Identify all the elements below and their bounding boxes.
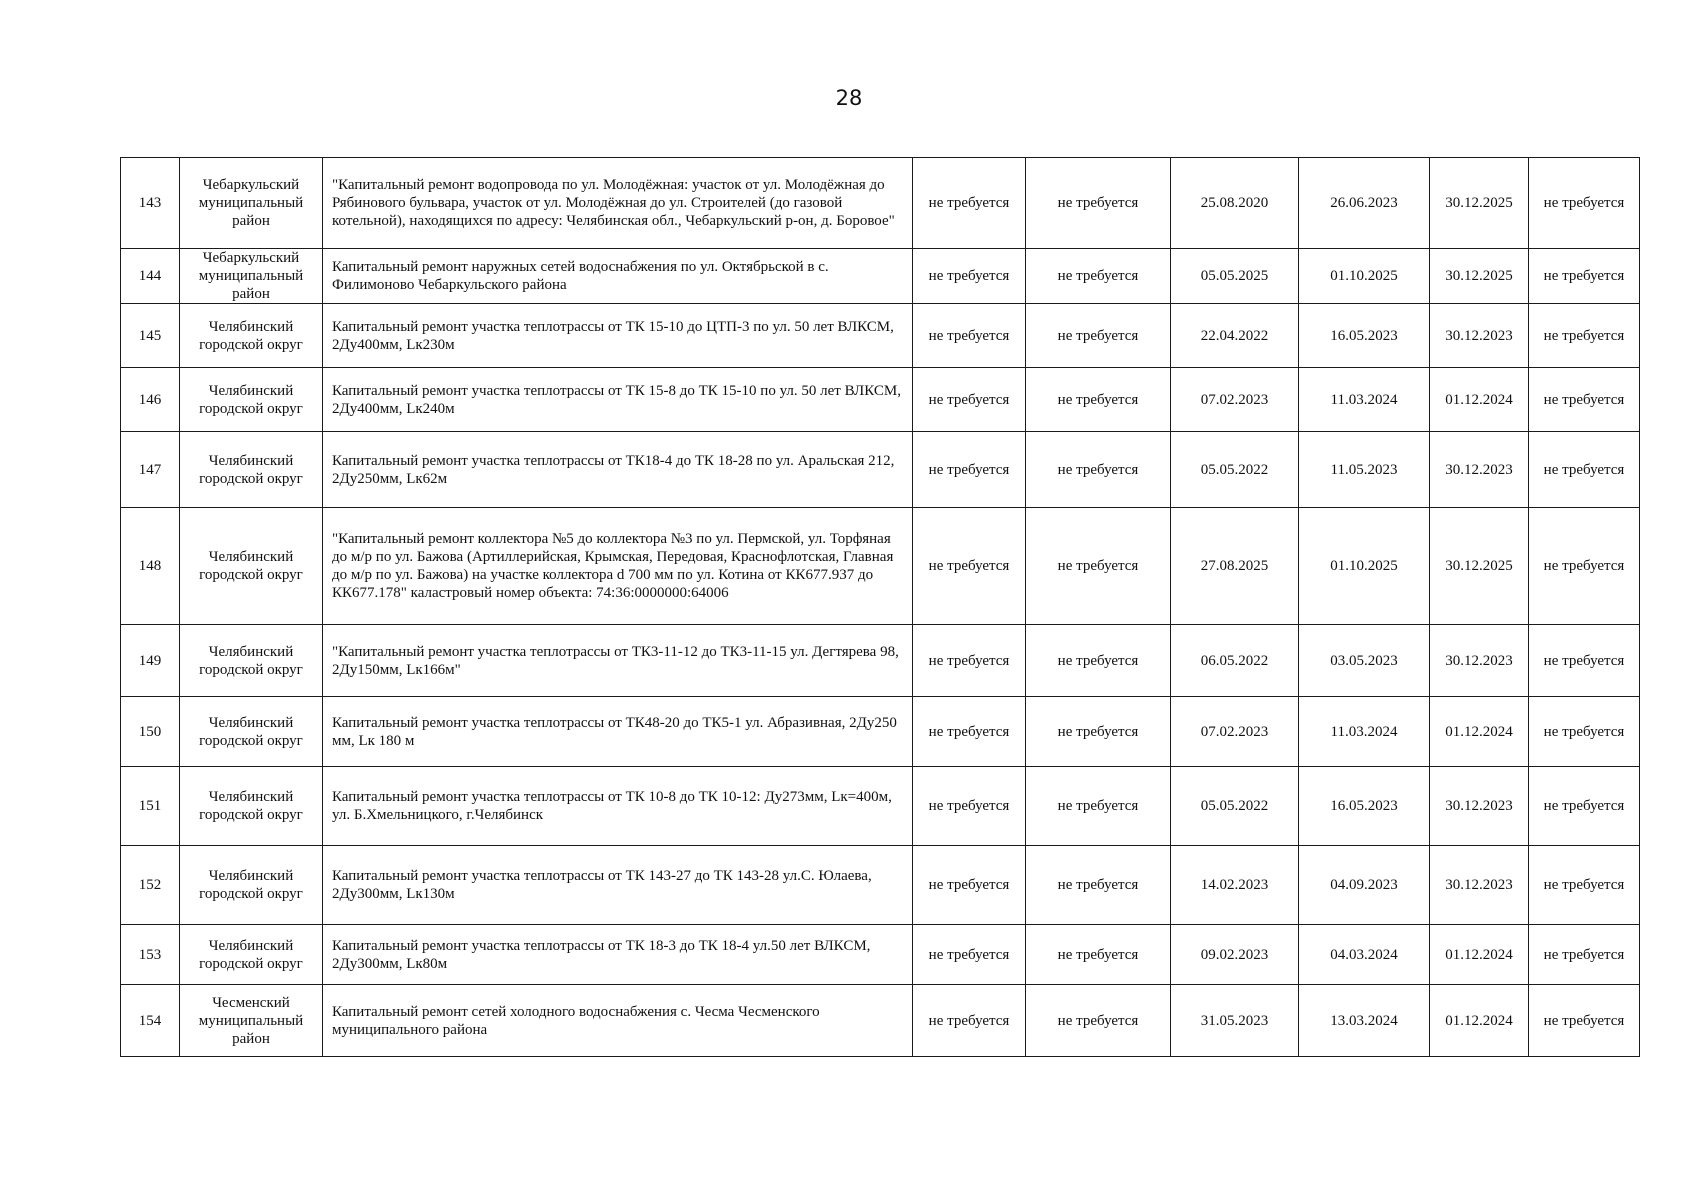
date-cell-3: 01.12.2024	[1430, 925, 1529, 985]
requirement-cell-c: не требуется	[1529, 432, 1640, 508]
requirement-cell-c: не требуется	[1529, 508, 1640, 625]
object-description-cell: Капитальный ремонт участка теплотрассы от ТК 18-3 до ТК 18-4 ул.50 лет ВЛКСМ, 2Ду300мм, Lк80м	[323, 925, 913, 985]
requirement-cell-b: не требуется	[1026, 697, 1171, 767]
object-description-cell: Капитальный ремонт участка теплотрассы от ТК18-4 до ТК 18-28 по ул. Аральская 212, 2Ду250мм, Lк62м	[323, 432, 913, 508]
requirement-cell-b: не требуется	[1026, 249, 1171, 304]
object-description-cell: Капитальный ремонт наружных сетей водоснабжения по ул. Октябрьской в с. Филимоново Чебаркульского района	[323, 249, 913, 304]
territory-cell: Челябинский городской округ	[180, 697, 323, 767]
row-number-cell: 151	[121, 767, 180, 846]
territory-cell: Челябинский городской округ	[180, 767, 323, 846]
table-row	[121, 368, 1640, 432]
date-cell-3: 30.12.2023	[1430, 625, 1529, 697]
row-number-cell: 147	[121, 432, 180, 508]
requirement-cell-a: не требуется	[913, 625, 1026, 697]
row-number-cell: 145	[121, 304, 180, 368]
date-cell-2: 11.03.2024	[1299, 697, 1430, 767]
territory-cell: Челябинский городской округ	[180, 925, 323, 985]
requirement-cell-c: не требуется	[1529, 368, 1640, 432]
requirement-cell-a: не требуется	[913, 508, 1026, 625]
requirement-cell-a: не требуется	[913, 985, 1026, 1057]
table-row	[121, 625, 1640, 697]
requirement-cell-b: не требуется	[1026, 508, 1171, 625]
date-cell-1: 31.05.2023	[1171, 985, 1299, 1057]
date-cell-3: 30.12.2023	[1430, 432, 1529, 508]
date-cell-2: 26.06.2023	[1299, 158, 1430, 249]
requirement-cell-c: не требуется	[1529, 304, 1640, 368]
row-number-cell: 149	[121, 625, 180, 697]
requirement-cell-c: не требуется	[1529, 625, 1640, 697]
requirement-cell-a: не требуется	[913, 767, 1026, 846]
date-cell-1: 05.05.2022	[1171, 432, 1299, 508]
date-cell-3: 30.12.2025	[1430, 508, 1529, 625]
requirement-cell-a: не требуется	[913, 925, 1026, 985]
requirement-cell-a: не требуется	[913, 368, 1026, 432]
date-cell-1: 14.02.2023	[1171, 846, 1299, 925]
territory-cell: Челябинский городской округ	[180, 304, 323, 368]
requirement-cell-a: не требуется	[913, 846, 1026, 925]
table-row	[121, 432, 1640, 508]
date-cell-2: 01.10.2025	[1299, 249, 1430, 304]
requirement-cell-a: не требуется	[913, 304, 1026, 368]
date-cell-1: 06.05.2022	[1171, 625, 1299, 697]
date-cell-3: 30.12.2025	[1430, 158, 1529, 249]
date-cell-1: 27.08.2025	[1171, 508, 1299, 625]
object-description-cell: Капитальный ремонт участка теплотрассы от ТК 15-10 до ЦТП-3 по ул. 50 лет ВЛКСМ, 2Ду400мм, Lк230м	[323, 304, 913, 368]
object-description-cell: "Капитальный ремонт участка теплотрассы от ТК3-11-12 до ТК3-11-15 ул. Дегтярева 98, 2Ду150мм, Lк166м"	[323, 625, 913, 697]
row-number-cell: 150	[121, 697, 180, 767]
date-cell-2: 01.10.2025	[1299, 508, 1430, 625]
date-cell-1: 09.02.2023	[1171, 925, 1299, 985]
date-cell-2: 11.05.2023	[1299, 432, 1430, 508]
date-cell-3: 01.12.2024	[1430, 368, 1529, 432]
territory-cell: Челябинский городской округ	[180, 508, 323, 625]
table-row	[121, 846, 1640, 925]
requirement-cell-b: не требуется	[1026, 368, 1171, 432]
row-number-cell: 143	[121, 158, 180, 249]
table-row	[121, 697, 1640, 767]
date-cell-1: 05.05.2025	[1171, 249, 1299, 304]
table-body	[121, 158, 1640, 1057]
date-cell-1: 25.08.2020	[1171, 158, 1299, 249]
territory-cell: Чебаркульский муниципальный район	[180, 158, 323, 249]
date-cell-1: 07.02.2023	[1171, 368, 1299, 432]
object-description-cell: Капитальный ремонт участка теплотрассы от ТК 10-8 до ТК 10-12: Ду273мм, Lк=400м, ул. Б.Хмельницкого, г.Челябинск	[323, 767, 913, 846]
object-description-cell: Капитальный ремонт участка теплотрассы от ТК48-20 до ТК5-1 ул. Абразивная, 2Ду250 мм, Lк 180 м	[323, 697, 913, 767]
date-cell-2: 16.05.2023	[1299, 767, 1430, 846]
requirement-cell-c: не требуется	[1529, 925, 1640, 985]
requirement-cell-b: не требуется	[1026, 767, 1171, 846]
territory-cell: Челябинский городской округ	[180, 625, 323, 697]
territory-cell: Челябинский городской округ	[180, 368, 323, 432]
requirement-cell-c: не требуется	[1529, 846, 1640, 925]
object-description-cell: Капитальный ремонт участка теплотрассы от ТК 143-27 до ТК 143-28 ул.С. Юлаева, 2Ду300мм, Lк130м	[323, 846, 913, 925]
requirement-cell-c: не требуется	[1529, 697, 1640, 767]
requirement-cell-b: не требуется	[1026, 304, 1171, 368]
date-cell-3: 30.12.2023	[1430, 846, 1529, 925]
object-description-cell: "Капитальный ремонт коллектора №5 до коллектора №3 по ул. Пермской, ул. Торфяная до м/р по ул. Бажова (Артиллерийская, Крымская, Передовая, Краснофлотская, Главная до м/р по ул. Бажова) на участке коллектора d 700 мм по ул. Котина от КК677.937 до КК677.178" каластровый номер объекта: 74:36:0000000:64006	[323, 508, 913, 625]
requirement-cell-c: не требуется	[1529, 985, 1640, 1057]
table-row	[121, 508, 1640, 625]
requirement-cell-b: не требуется	[1026, 625, 1171, 697]
requirement-cell-b: не требуется	[1026, 158, 1171, 249]
table-row	[121, 985, 1640, 1057]
page-number: 28	[835, 86, 863, 110]
date-cell-3: 30.12.2023	[1430, 767, 1529, 846]
requirement-cell-c: не требуется	[1529, 767, 1640, 846]
projects-table	[120, 157, 1640, 1057]
requirement-cell-b: не требуется	[1026, 925, 1171, 985]
date-cell-2: 03.05.2023	[1299, 625, 1430, 697]
date-cell-2: 13.03.2024	[1299, 985, 1430, 1057]
row-number-cell: 148	[121, 508, 180, 625]
requirement-cell-a: не требуется	[913, 697, 1026, 767]
table-row	[121, 158, 1640, 249]
row-number-cell: 146	[121, 368, 180, 432]
date-cell-2: 11.03.2024	[1299, 368, 1430, 432]
object-description-cell: Капитальный ремонт сетей холодного водоснабжения с. Чесма Чесменского муниципального района	[323, 985, 913, 1057]
row-number-cell: 144	[121, 249, 180, 304]
territory-cell: Челябинский городской округ	[180, 432, 323, 508]
requirement-cell-a: не требуется	[913, 249, 1026, 304]
requirement-cell-b: не требуется	[1026, 985, 1171, 1057]
date-cell-3: 30.12.2023	[1430, 304, 1529, 368]
table-row	[121, 304, 1640, 368]
table-row	[121, 767, 1640, 846]
table-row	[121, 249, 1640, 304]
date-cell-1: 07.02.2023	[1171, 697, 1299, 767]
date-cell-3: 30.12.2025	[1430, 249, 1529, 304]
requirement-cell-b: не требуется	[1026, 846, 1171, 925]
date-cell-2: 04.03.2024	[1299, 925, 1430, 985]
date-cell-2: 04.09.2023	[1299, 846, 1430, 925]
row-number-cell: 154	[121, 985, 180, 1057]
territory-cell: Чебаркульский муниципальный район	[180, 249, 323, 304]
date-cell-3: 01.12.2024	[1430, 985, 1529, 1057]
date-cell-2: 16.05.2023	[1299, 304, 1430, 368]
date-cell-1: 05.05.2022	[1171, 767, 1299, 846]
territory-cell: Челябинский городской округ	[180, 846, 323, 925]
territory-cell: Чесменский муниципальный район	[180, 985, 323, 1057]
requirement-cell-a: не требуется	[913, 432, 1026, 508]
requirement-cell-c: не требуется	[1529, 158, 1640, 249]
row-number-cell: 153	[121, 925, 180, 985]
date-cell-1: 22.04.2022	[1171, 304, 1299, 368]
requirement-cell-c: не требуется	[1529, 249, 1640, 304]
table-row	[121, 925, 1640, 985]
requirement-cell-b: не требуется	[1026, 432, 1171, 508]
object-description-cell: "Капитальный ремонт водопровода по ул. Молодёжная: участок от ул. Молодёжная до Рябинового бульвара, участок от ул. Молодёжная до ул. Строителей (до газовой котельной), находящихся по адресу: Челябинская обл., Чебаркульский р-он, д. Боровое"	[323, 158, 913, 249]
date-cell-3: 01.12.2024	[1430, 697, 1529, 767]
object-description-cell: Капитальный ремонт участка теплотрассы от ТК 15-8 до ТК 15-10 по ул. 50 лет ВЛКСМ, 2Ду400мм, Lк240м	[323, 368, 913, 432]
row-number-cell: 152	[121, 846, 180, 925]
requirement-cell-a: не требуется	[913, 158, 1026, 249]
